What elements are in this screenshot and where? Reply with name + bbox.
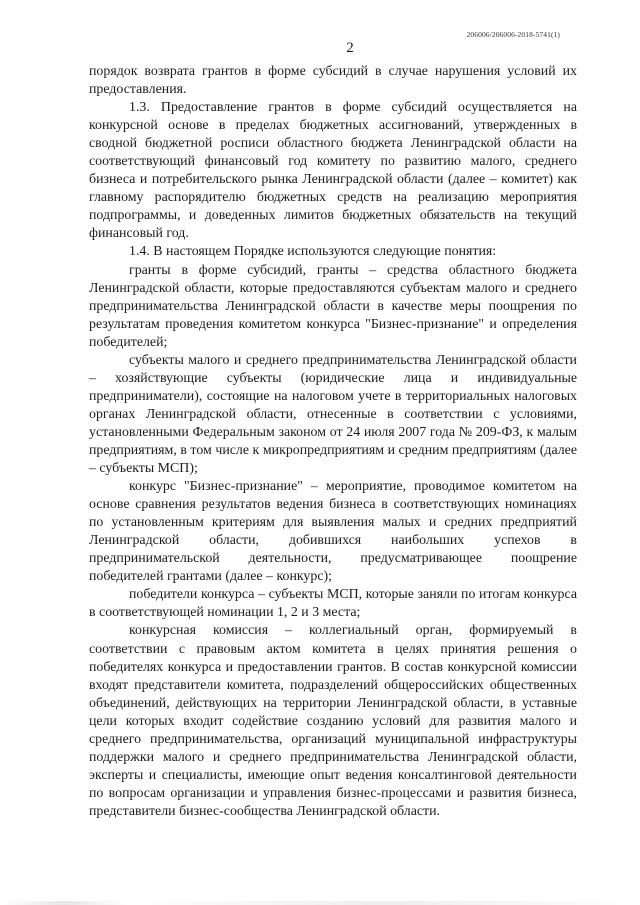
page-number: 2	[346, 40, 354, 56]
paragraph-grant-return: порядок возврата грантов в форме субсидий в случае нарушения условий их предоставления.	[89, 64, 577, 98]
definition-winners: победители конкурса – субъекты МСП, которые заняли по итогам конкурса в соответствующей номинации 1, 2 и 3 места;	[89, 587, 577, 621]
definition-commission: конкурсная комиссия – коллегиальный орган, формируемый в соответствии с правовым актом комитета в целях принятия решения о победителях конкурса и предоставлении грантов. В состав конкурсной комиссии входят представители комитета, подразделений общероссийских общественных объединений, действующих на территории Ленинградской области, в уставные цели которых входит содействие созданию условий для развития малого и среднего предпринимательства, организаций муниципальной инфраструктуры поддержки малого и среднего предпринимательства Ленинградской области, эксперты и специалисты, имеющие опыт ведения консалтинговой деятельности по вопросам организации и управления бизнес-процессами и развития бизнеса, представители бизнес-сообщества Ленинградской области.	[89, 623, 577, 819]
definition-sme-subjects: субъекты малого и среднего предпринимательства Ленинградской области – хозяйствующие субъекты (юридические лица и индивидуальные предприниматели), состоящие на налоговом учете в территориальных налоговых органах Ленинградской области, отнесенные в соответствии с условиями, установленными Федеральным законом от 24 июля 2007 года № 209-ФЗ, к малым предприятиям, в том числе к микропредприятиям и средним предприятиям (далее – субъекты МСП);	[89, 352, 577, 477]
definition-competition: конкурс "Бизнес-признание" – мероприятие, проводимое комитетом на основе сравнения результатов ведения бизнеса в соответствующих номинациях по установленным критериям для выявления малых и средних предприятий Ленинградской области, добившихся наибольших успехов в предпринимательской деятельности, предусматривающее поощрение победителей грантами (далее – конкурс);	[89, 479, 577, 585]
paragraph-1-3: 1.3. Предоставление грантов в форме субсидий осуществляется на конкурсной основе в пределах бюджетных ассигнований, утвержденных в сводной бюджетной росписи областного бюджета Ленинградской области на соответствующий финансовый год комитету по развитию малого, среднего бизнеса и потребительского рынка Ленинградской области (далее – комитет) как главному распорядителю бюджетных средств на реализацию мероприятия подпрограммы, и доведенных лимитов бюджетных обязательств на текущий финансовый год.	[89, 100, 577, 242]
document-id: 206006/206006-2018-5741(1)	[466, 30, 560, 39]
definition-grants: гранты в форме субсидий, гранты – средства областного бюджета Ленинградской области, которые предоставляются субъектам малого и среднего предпринимательства Ленинградской области в качестве меры поощрения по результатам проведения комитетом конкурса "Бизнес-признание" и определения победителей;	[89, 262, 577, 350]
document-body	[89, 63, 577, 821]
scan-edge	[0, 901, 640, 905]
paragraph-1-4: 1.4. В настоящем Порядке используются следующие понятия:	[129, 244, 497, 260]
